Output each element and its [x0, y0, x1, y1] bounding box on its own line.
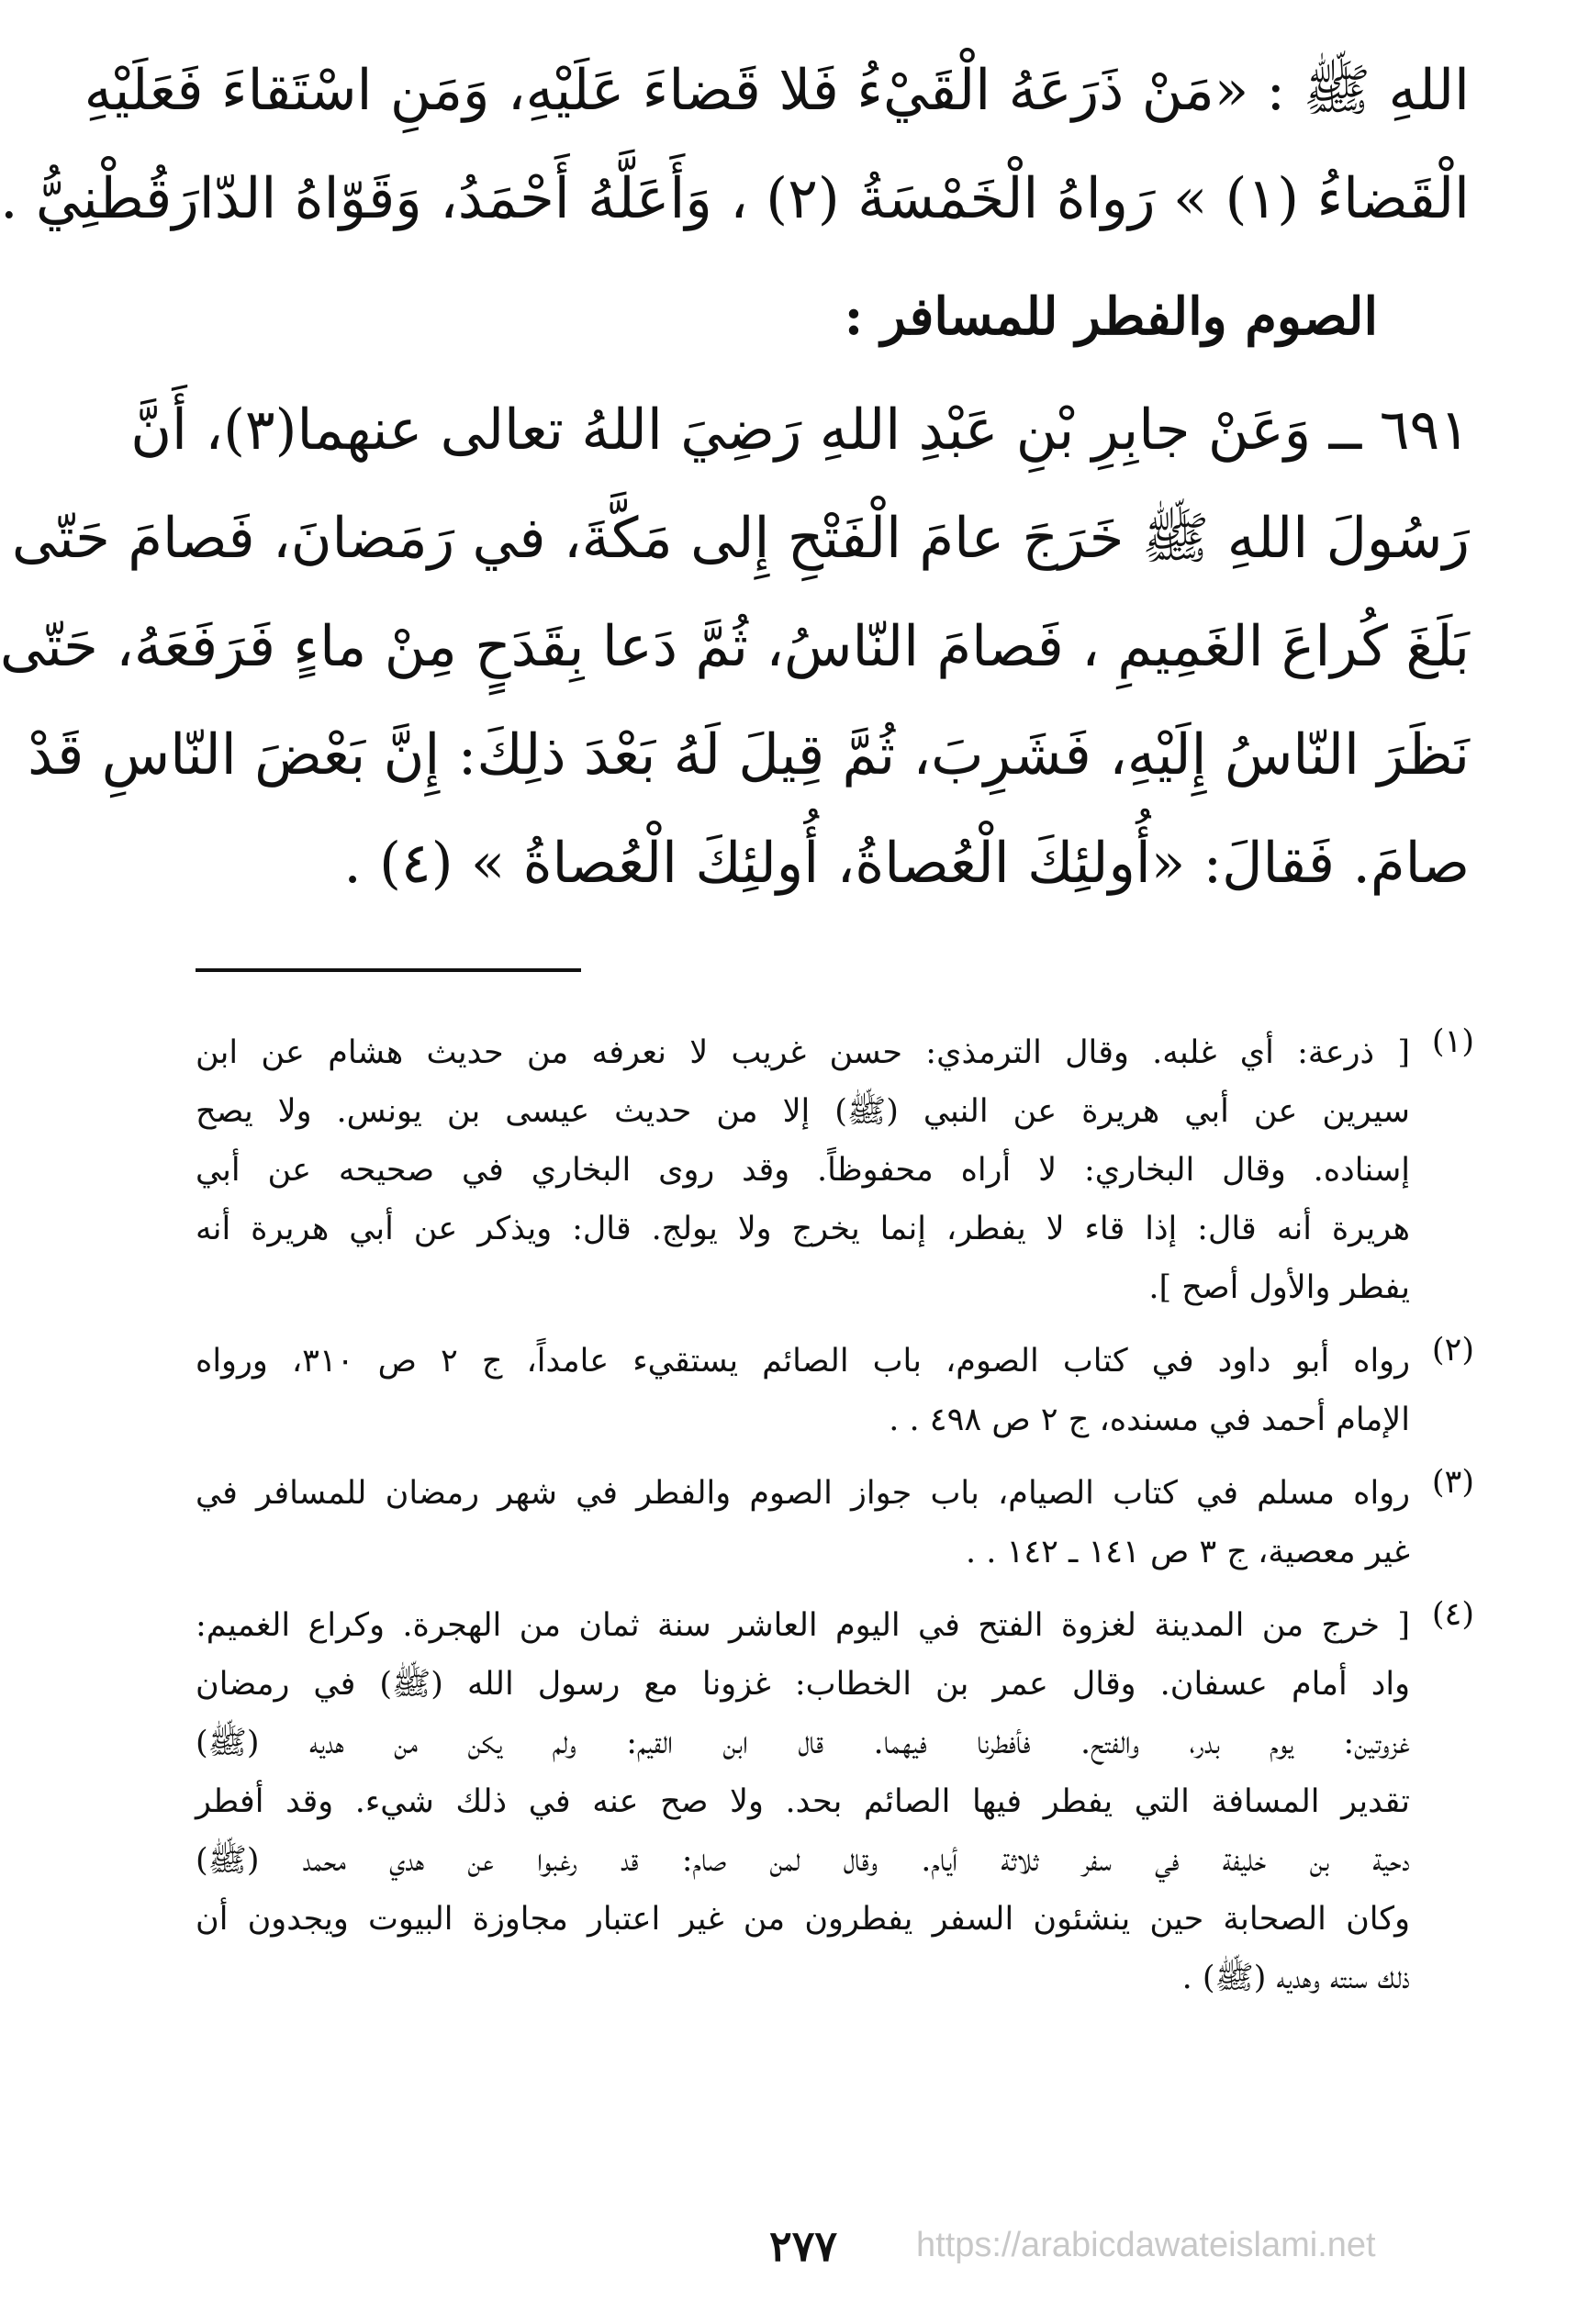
footnote-3: [196, 1464, 1474, 1581]
footnote-4: [196, 1596, 1474, 2007]
footnote-number: (٣): [1431, 1464, 1474, 1501]
footnote-line: دحية بن خليفة في سفر ثلاثة أيام. وقال لمن صام: قد رغبوا عن هدي محمد (ﷺ): [196, 1842, 1410, 1879]
section-heading: الصوم والفطر للمسافر :: [844, 286, 1378, 347]
text-line: بَلَغَ كُراعَ الغَمِيمِ ، فَصامَ النّاسُ، ثُمَّ دَعا بِقَدَحٍ مِنْ ماءٍ فَرَفَعَهُ، حَتّى: [0, 614, 1470, 679]
footnote-line: وكان الصحابة حين ينشئون السفر يفطرون من غير اعتبار مجاوزة البيوت ويجدون أن: [196, 1901, 1410, 1938]
footnote-line: غزوتين: يوم بدر، والفتح. فأفطرنا فيهما. قال ابن القيم: ولم يكن من هديه (ﷺ): [196, 1725, 1410, 1761]
footnote-line: واد أمام عسفان. وقال عمر بن الخطاب: غزونا مع رسول الله (ﷺ) في رمضان: [196, 1666, 1410, 1703]
footnote-line: تقدير المسافة التي يفطر فيها الصائم بحد. ولا صح عنه في ذلك شيء. وقد أفطر: [196, 1783, 1410, 1820]
footnote-line: يفطر والأول أصح ].: [1148, 1269, 1410, 1306]
footnote-line: رواه أبو داود في كتاب الصوم، باب الصائم يستقيء عامداً، ج ٢ ص ٣١٠، ورواه: [196, 1343, 1410, 1380]
footnote-2: [196, 1332, 1474, 1449]
footnote-line: رواه مسلم في كتاب الصيام، باب جواز الصوم والفطر في شهر رمضان للمسافر في: [196, 1475, 1410, 1512]
footnote-line: الإمام أحمد في مسنده، ج ٢ ص ٤٩٨ . .: [889, 1402, 1410, 1438]
footnote-line: [ ذرعة: أي غلبه. وقال الترمذي: حسن غريب لا نعرفه من حديث هشام عن ابن: [196, 1034, 1410, 1071]
footnote-line: غير معصية، ج ٣ ص ١٤١ ـ ١٤٢ . .: [966, 1534, 1410, 1570]
text-line: صامَ. فَقالَ: «أُولئِكَ الْعُصاةُ، أُولئِكَ الْعُصاةُ » (٤) .: [343, 831, 1470, 896]
footnote-separator: [196, 968, 581, 972]
text-line: ٦٩١ ــ وَعَنْ جابِرِ بْنِ عَبْدِ اللهِ رَضِيَ اللهُ تعالى عنهما(٣)، أَنَّ: [130, 397, 1470, 463]
hadith-continuation: [0, 37, 1470, 253]
text-line: الْقَضاءُ (١) » رَواهُ الْخَمْسَةُ (٢) ، وَأَعَلَّهُ أَحْمَدُ، وَقَوّاهُ الدّارَقُطْنِيُّ .: [0, 166, 1470, 231]
watermark-url: https://arabicdawateislami.net: [916, 2226, 1376, 2264]
footnote-number: (١): [1431, 1023, 1474, 1060]
footnote-number: (٢): [1431, 1332, 1474, 1369]
hadith-691: [0, 376, 1470, 918]
footnotes: [196, 1023, 1474, 2022]
text-line: رَسُولَ اللهِ ﷺ خَرَجَ عامَ الْفَتْحِ إِلى مَكَّةَ، في رَمَضانَ، فَصامَ حَتّى: [11, 506, 1470, 571]
page-number: ٢٧٧: [769, 2221, 838, 2271]
footnote-1: [196, 1023, 1474, 1317]
footnote-line: ذلك سنته وهديه (ﷺ) .: [1181, 1960, 1410, 1996]
text-line: نَظَرَ النّاسُ إِلَيْهِ، فَشَرِبَ، ثُمَّ قِيلَ لَهُ بَعْدَ ذلِكَ: إِنَّ بَعْضَ النّاسِ قَدْ: [28, 722, 1470, 788]
footnote-line: هريرة أنه قال: إذا قاء لا يفطر، إنما يخرج ولا يولج. قال: ويذكر عن أبي هريرة أنه: [196, 1211, 1410, 1247]
footnote-line: [ خرج من المدينة لغزوة الفتح في اليوم العاشر سنة ثمان من الهجرة. وكراع الغميم:: [196, 1607, 1410, 1644]
footnote-number: (٤): [1431, 1596, 1474, 1633]
footnote-line: سيرين عن أبي هريرة عن النبي (ﷺ) إلا من حديث عيسى بن يونس. ولا يصح: [196, 1093, 1410, 1130]
text-line: اللهِ ﷺ : «مَنْ ذَرَعَهُ الْقَيْءُ فَلا قَضاءَ عَلَيْهِ، وَمَنِ اسْتَقاءَ فَعَلَيْهِ: [84, 58, 1470, 123]
footnote-line: إسناده. وقال البخاري: لا أراه محفوظاً. وقد روى البخاري في صحيحه عن أبي: [196, 1152, 1410, 1189]
